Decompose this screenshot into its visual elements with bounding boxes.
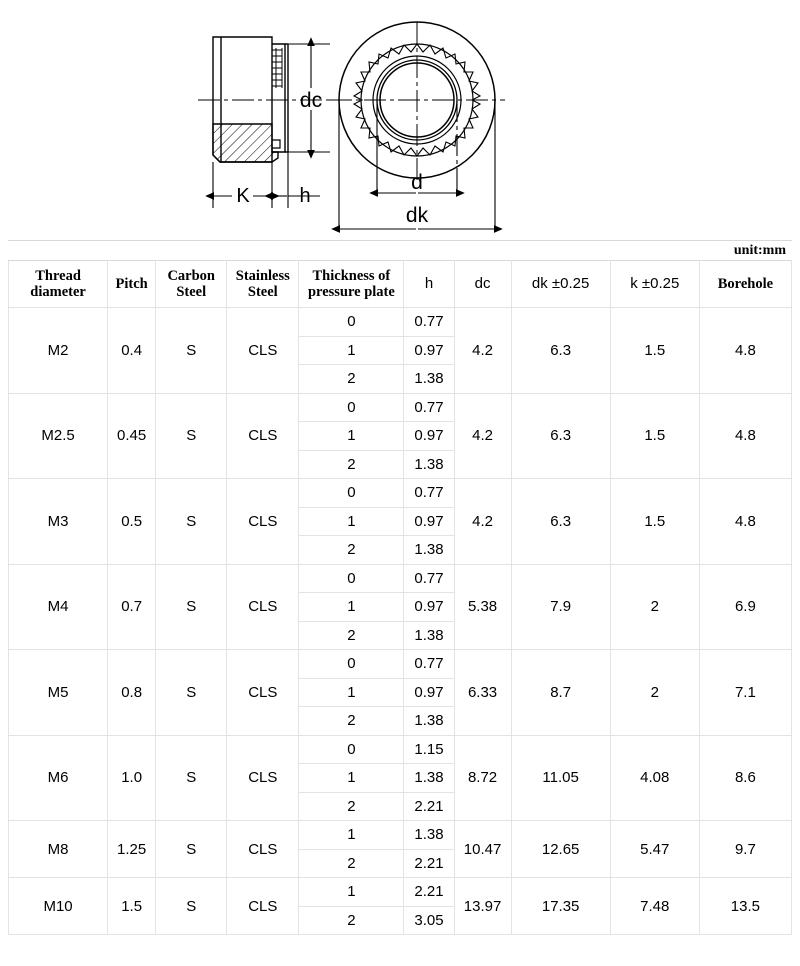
cell-h: 1.38 — [404, 536, 454, 565]
cell-stainless-steel: CLS — [227, 564, 299, 650]
cell-carbon-steel: S — [156, 735, 227, 821]
cell-plate-thickness: 1 — [299, 878, 404, 907]
cell-thread-diameter: M10 — [9, 878, 108, 935]
cell-stainless-steel: CLS — [227, 308, 299, 394]
cell-stainless-steel: CLS — [227, 878, 299, 935]
table-row — [9, 735, 792, 764]
cell-plate-thickness: 1 — [299, 678, 404, 707]
table-row — [9, 308, 792, 337]
cell-h: 0.77 — [404, 479, 454, 508]
table-header-row — [9, 261, 792, 308]
cell-pitch: 0.45 — [108, 393, 156, 479]
cell-h: 1.15 — [404, 735, 454, 764]
stainless-steel-line1: Stainless — [235, 268, 290, 284]
column-header-thread-diameter — [9, 261, 108, 308]
cell-dc: 5.38 — [454, 564, 511, 650]
cell-h: 2.21 — [404, 849, 454, 878]
dimension-label-dc: dc — [299, 89, 323, 112]
cell-k: 2 — [610, 650, 699, 736]
column-header-borehole: Borehole — [699, 261, 791, 308]
thread-diameter-line1: Thread — [35, 268, 81, 284]
column-header-carbon-steel — [156, 261, 227, 308]
cell-k: 1.5 — [610, 393, 699, 479]
cell-borehole: 8.6 — [699, 735, 791, 821]
cell-plate-thickness: 0 — [299, 735, 404, 764]
table-row — [9, 821, 792, 850]
cell-pitch: 1.5 — [108, 878, 156, 935]
cell-pitch: 0.8 — [108, 650, 156, 736]
cell-pitch: 0.4 — [108, 308, 156, 394]
cell-h: 0.97 — [404, 507, 454, 536]
cell-thread-diameter: M2.5 — [9, 393, 108, 479]
cell-h: 1.38 — [404, 450, 454, 479]
cell-dc: 4.2 — [454, 393, 511, 479]
cell-carbon-steel: S — [156, 393, 227, 479]
specification-table-container — [8, 240, 792, 935]
cell-h: 0.97 — [404, 336, 454, 365]
unit-note: unit:mm — [8, 240, 792, 260]
cell-borehole: 13.5 — [699, 878, 791, 935]
cell-h: 3.05 — [404, 906, 454, 935]
cell-k: 4.08 — [610, 735, 699, 821]
cell-borehole: 4.8 — [699, 308, 791, 394]
table-row — [9, 393, 792, 422]
cell-h: 0.77 — [404, 650, 454, 679]
cell-plate-thickness: 2 — [299, 906, 404, 935]
cell-thread-diameter: M2 — [9, 308, 108, 394]
table-row — [9, 878, 792, 907]
cell-carbon-steel: S — [156, 650, 227, 736]
plate-thickness-line2: pressure plate — [307, 284, 395, 300]
cell-borehole: 4.8 — [699, 393, 791, 479]
dimension-label-h: h — [299, 185, 311, 207]
table-row — [9, 650, 792, 679]
cell-pitch: 1.0 — [108, 735, 156, 821]
cell-h: 0.77 — [404, 308, 454, 337]
cell-k: 1.5 — [610, 308, 699, 394]
cell-carbon-steel: S — [156, 479, 227, 565]
cell-h: 2.21 — [404, 878, 454, 907]
cell-dc: 4.2 — [454, 308, 511, 394]
cell-k: 5.47 — [610, 821, 699, 878]
cell-h: 1.38 — [404, 707, 454, 736]
cell-borehole: 9.7 — [699, 821, 791, 878]
cell-dk: 8.7 — [511, 650, 610, 736]
cell-thread-diameter: M8 — [9, 821, 108, 878]
cell-dk: 7.9 — [511, 564, 610, 650]
column-header-h: h — [404, 261, 454, 308]
cell-plate-thickness: 1 — [299, 507, 404, 536]
cell-h: 2.21 — [404, 792, 454, 821]
column-header-dk: dk ±0.25 — [511, 261, 610, 308]
cell-dk: 17.35 — [511, 878, 610, 935]
cell-borehole: 4.8 — [699, 479, 791, 565]
cell-dc: 4.2 — [454, 479, 511, 565]
cell-carbon-steel: S — [156, 821, 227, 878]
cell-thread-diameter: M4 — [9, 564, 108, 650]
cell-plate-thickness: 0 — [299, 564, 404, 593]
cell-dc: 6.33 — [454, 650, 511, 736]
cell-k: 2 — [610, 564, 699, 650]
table-row — [9, 479, 792, 508]
cell-dk: 6.3 — [511, 308, 610, 394]
table-header — [9, 261, 792, 308]
cell-thread-diameter: M3 — [9, 479, 108, 565]
cell-dc: 10.47 — [454, 821, 511, 878]
cell-k: 1.5 — [610, 479, 699, 565]
dimension-label-k: K — [236, 185, 250, 207]
cell-plate-thickness: 1 — [299, 593, 404, 622]
cell-plate-thickness: 1 — [299, 764, 404, 793]
cell-carbon-steel: S — [156, 564, 227, 650]
cell-plate-thickness: 2 — [299, 849, 404, 878]
cell-h: 0.77 — [404, 564, 454, 593]
cell-plate-thickness: 2 — [299, 450, 404, 479]
cell-dk: 12.65 — [511, 821, 610, 878]
plate-thickness-line1: Thickness of — [312, 268, 391, 284]
cell-pitch: 1.25 — [108, 821, 156, 878]
cell-plate-thickness: 2 — [299, 365, 404, 394]
table-row — [9, 564, 792, 593]
cell-carbon-steel: S — [156, 878, 227, 935]
cell-pitch: 0.7 — [108, 564, 156, 650]
cell-dc: 13.97 — [454, 878, 511, 935]
cell-h: 0.97 — [404, 422, 454, 451]
column-header-dc: dc — [454, 261, 511, 308]
cell-stainless-steel: CLS — [227, 821, 299, 878]
dimension-label-d: d — [411, 171, 423, 194]
cell-stainless-steel: CLS — [227, 479, 299, 565]
cell-borehole: 6.9 — [699, 564, 791, 650]
cell-stainless-steel: CLS — [227, 393, 299, 479]
cell-dc: 8.72 — [454, 735, 511, 821]
cell-borehole: 7.1 — [699, 650, 791, 736]
cell-h: 0.97 — [404, 678, 454, 707]
cell-plate-thickness: 2 — [299, 621, 404, 650]
cell-stainless-steel: CLS — [227, 650, 299, 736]
cell-k: 7.48 — [610, 878, 699, 935]
cell-h: 1.38 — [404, 365, 454, 394]
cell-plate-thickness: 0 — [299, 393, 404, 422]
cell-h: 0.77 — [404, 393, 454, 422]
cell-dk: 6.3 — [511, 479, 610, 565]
column-header-k: k ±0.25 — [610, 261, 699, 308]
cell-stainless-steel: CLS — [227, 735, 299, 821]
cell-pitch: 0.5 — [108, 479, 156, 565]
cell-dk: 11.05 — [511, 735, 610, 821]
cell-plate-thickness: 2 — [299, 792, 404, 821]
front-view-centerlines — [330, 22, 505, 182]
cell-h: 1.38 — [404, 821, 454, 850]
cell-plate-thickness: 2 — [299, 536, 404, 565]
cell-plate-thickness: 1 — [299, 336, 404, 365]
clinch-nut-engineering-drawing — [0, 0, 800, 240]
cell-carbon-steel: S — [156, 308, 227, 394]
cell-dk: 6.3 — [511, 393, 610, 479]
table-body — [9, 308, 792, 935]
cell-plate-thickness: 1 — [299, 422, 404, 451]
cell-h: 1.38 — [404, 764, 454, 793]
carbon-steel-line1: Carbon — [167, 268, 215, 284]
cell-plate-thickness: 1 — [299, 821, 404, 850]
cell-plate-thickness: 0 — [299, 650, 404, 679]
cell-h: 0.97 — [404, 593, 454, 622]
cell-h: 1.38 — [404, 621, 454, 650]
drawing-area — [0, 0, 800, 240]
specification-table — [8, 260, 792, 935]
stainless-steel-line2: Steel — [247, 284, 278, 300]
cell-thread-diameter: M6 — [9, 735, 108, 821]
dimension-label-dk: dk — [405, 204, 429, 227]
column-header-pitch: Pitch — [108, 261, 156, 308]
cell-plate-thickness: 2 — [299, 707, 404, 736]
cell-plate-thickness: 0 — [299, 308, 404, 337]
column-header-plate-thickness — [299, 261, 404, 308]
thread-diameter-line2: diameter — [30, 284, 86, 300]
carbon-steel-line2: Steel — [176, 284, 207, 300]
cell-thread-diameter: M5 — [9, 650, 108, 736]
cell-plate-thickness: 0 — [299, 479, 404, 508]
column-header-stainless-steel — [227, 261, 299, 308]
